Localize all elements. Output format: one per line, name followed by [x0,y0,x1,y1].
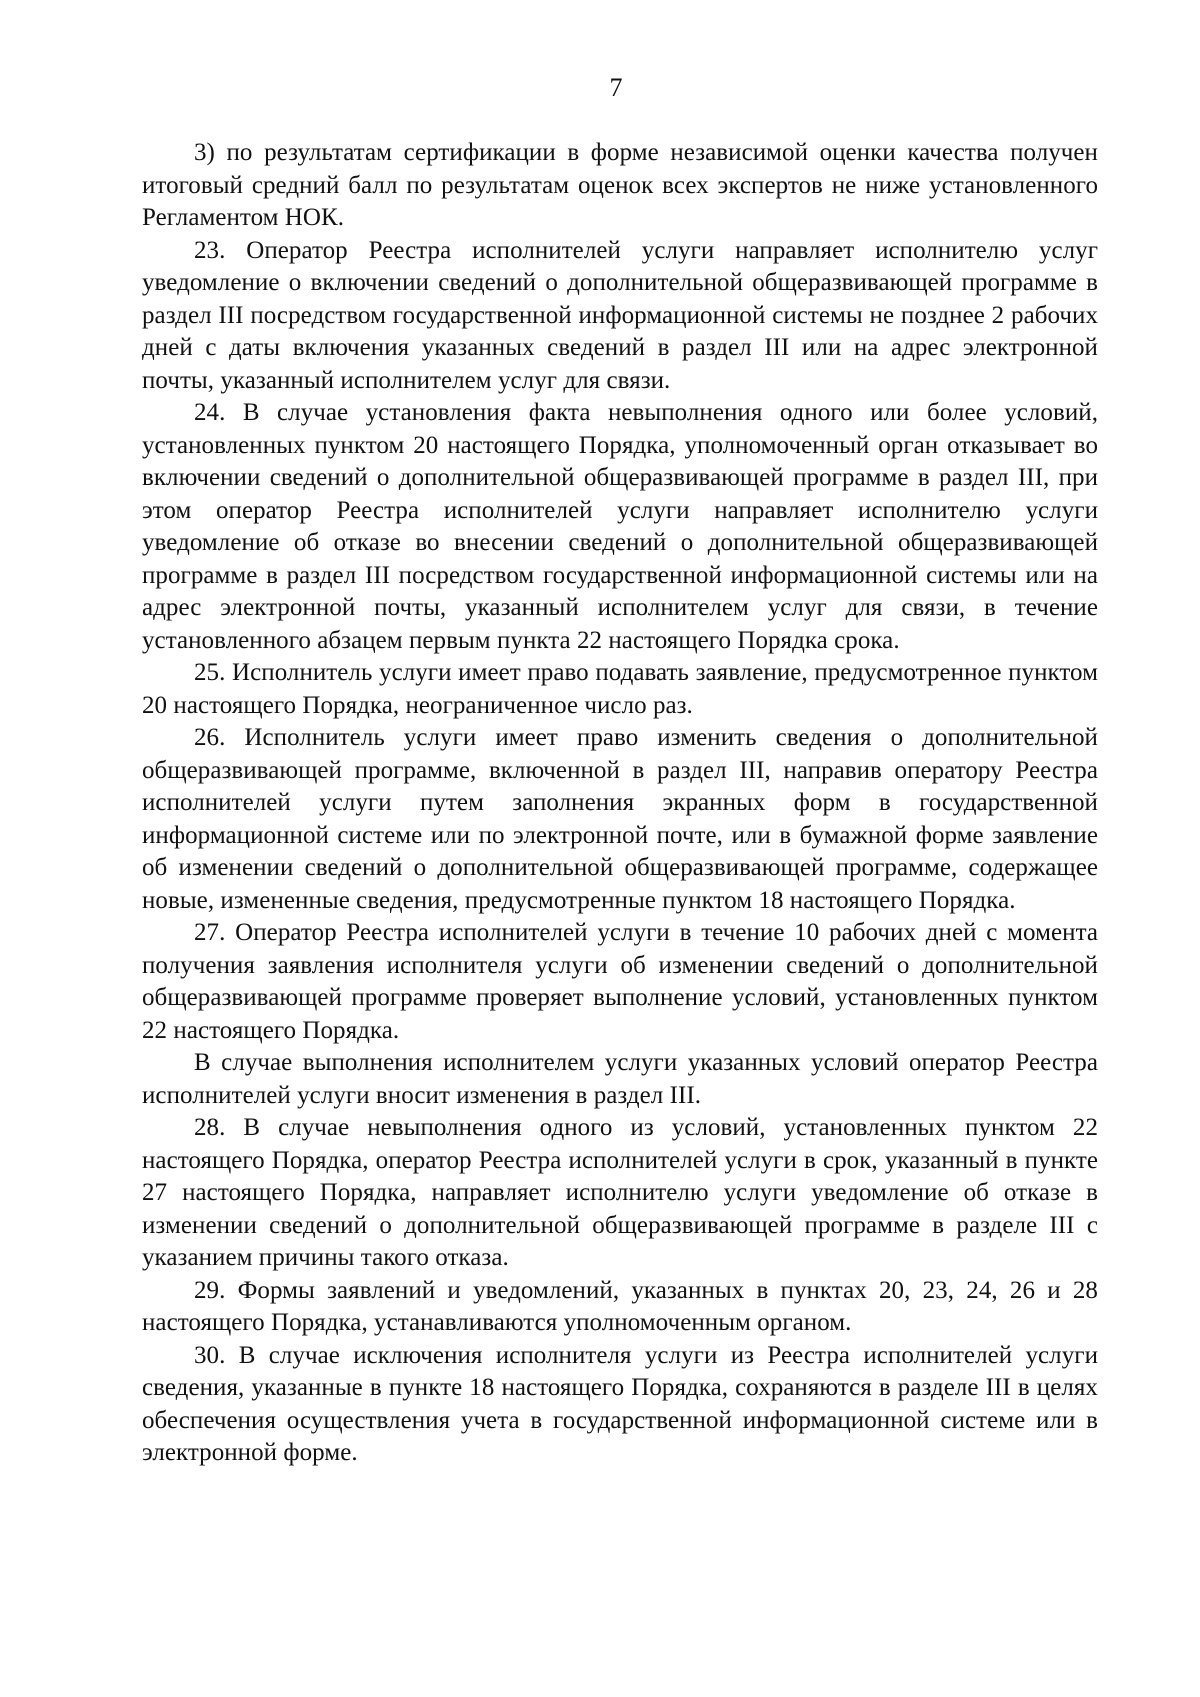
paragraph-clause-3: 3) по результатам сертификации в форме независимой оценки качества получен итоговый средний балл по результатам оценок всех экспертов не ниже установленного Регламентом НОК. [142,139,1098,231]
paragraph-clause-25: 25. Исполнитель услуги имеет право подавать заявление, предусмотренное пунктом 20 настоящего Порядка, неограниченное число раз. [142,659,1098,719]
paragraph-clause-26: 26. Исполнитель услуги имеет право изменить сведения о дополнительной общеразвивающей программе, включенной в раздел III, направив оператору Реестра исполнителей услуги путем заполнения экранных форм в государственной информационной системе или по электронной почте, или в бумажной форме заявление об изменении сведений о дополнительной общеразвивающей программе, содержащее новые, измененные сведения, предусмотренные пунктом 18 настоящего Порядка. [142,724,1098,914]
paragraph-clause-27-continued: В случае выполнения исполнителем услуги указанных условий оператор Реестра исполнителей услуги вносит изменения в раздел III. [142,1049,1098,1109]
paragraph-clause-30: 30. В случае исключения исполнителя услуги из Реестра исполнителей услуги сведения, указанные в пункте 18 настоящего Порядка, сохраняются в разделе III в целях обеспечения осуществления учета в государственной информационной системе или в электронной форме. [142,1341,1098,1466]
document-body [142,137,1098,1470]
paragraph-clause-27: 27. Оператор Реестра исполнителей услуги в течение 10 рабочих дней с момента получения заявления исполнителя услуги об изменении сведений о дополнительной общеразвивающей программе проверяет выполнение условий, установленных пунктом 22 настоящего Порядка. [142,919,1098,1044]
page-number: 7 [609,73,623,102]
paragraph-clause-28: 28. В случае невыполнения одного из условий, установленных пунктом 22 настоящего Порядка, оператор Реестра исполнителей услуги в срок, указанный в пункте 27 настоящего Порядка, направляет исполнителю услуги уведомление об отказе в изменении сведений о дополнительной общеразвивающей программе в разделе III с указанием причины такого отказа. [142,1114,1098,1271]
paragraph-clause-29: 29. Формы заявлений и уведомлений, указанных в пунктах 20, 23, 24, 26 и 28 настоящего Порядка, устанавливаются уполномоченным органом. [142,1276,1098,1336]
paragraph-clause-23: 23. Оператор Реестра исполнителей услуги направляет исполнителю услуг уведомление о включении сведений о дополнительной общеразвивающей программе в раздел III посредством государственной информационной системы не позднее 2 рабочих дней с даты включения указанных сведений в раздел III или на адрес электронной почты, указанный исполнителем услуг для связи. [142,236,1098,394]
paragraph-clause-24: 24. В случае установления факта невыполнения одного или более условий, установленных пунктом 20 настоящего Порядка, уполномоченный орган отказывает во включении сведений о дополнительной общеразвивающей программе в раздел III, при этом оператор Реестра исполнителей услуги направляет исполнителю услуги уведомление об отказе во внесении сведений о дополнительной общеразвивающей программе в раздел III посредством государственной информационной системы или на адрес электронной почты, указанный исполнителем услуг для связи, в течение установленного абзацем первым пункта 22 настоящего Порядка срока. [142,399,1098,654]
